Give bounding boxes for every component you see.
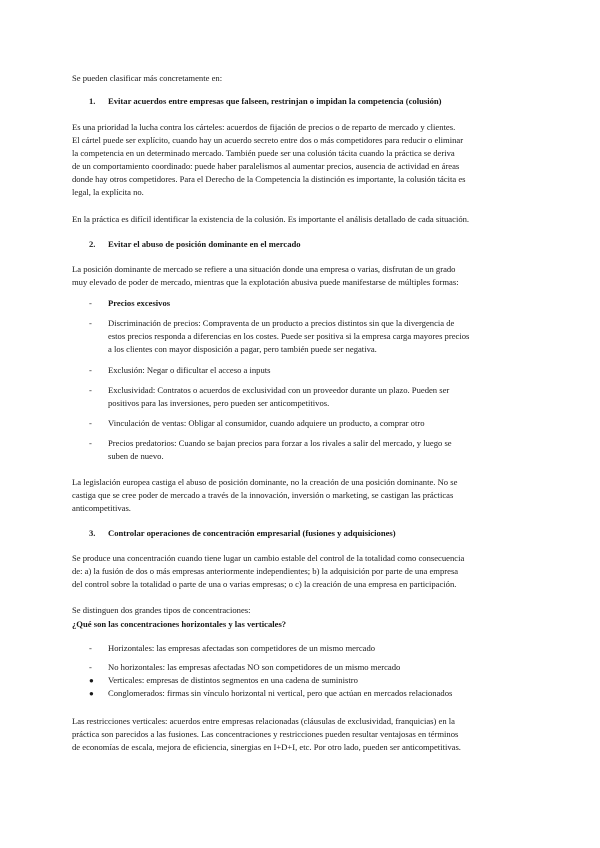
- list-item: Discriminación de precios: Compraventa de un producto a precios distintos sin que la divergencia de: [108, 318, 455, 328]
- s3-p1-line: Se produce una concentración cuando tiene lugar un cambio estable del control de la totalidad como consecuencia: [72, 553, 465, 563]
- list-item-cont: suben de nuevo.: [108, 451, 164, 461]
- list-item-cont: a los clientes con mayor disposición a pagar, pero también puede ser negativa.: [108, 344, 377, 354]
- s3-p3-line: práctica son parecidos a las fusiones. Las concentraciones y restricciones pueden resultar ventajosas en términos: [72, 729, 459, 739]
- list-item-cont: estos precios responda a diferencias en los costes. Puede ser positiva si la empresa carga mayores precios: [108, 331, 470, 341]
- list-item: No horizontales: las empresas afectadas NO son competidores de un mismo mercado: [108, 662, 401, 672]
- s3-p3-line: de economías de escala, mejora de eficiencia, sinergias en I+D+I, etc. Por otro lado, pueden ser anticompetitivas.: [72, 742, 461, 752]
- s3-p1-line: de: a) la fusión de dos o más empresas anteriormente independientes; b) la adquisición por parte de una empresa: [72, 566, 459, 576]
- section-1-number: 1.: [89, 96, 96, 106]
- list-item: Conglomerados: firmas sin vínculo horizontal ni vertical, pero que actúan en mercados relacionados: [108, 688, 453, 698]
- section-1-title: Evitar acuerdos entre empresas que falseen, restrinjan o impidan la competencia (colusión): [108, 96, 442, 106]
- s3-p2: Se distinguen dos grandes tipos de concentraciones:: [72, 605, 251, 615]
- s3-p1-line: del control sobre la totalidad o parte de una o varias empresas; o c) la creación de una empresa en participación.: [72, 579, 457, 589]
- dash-bullet-icon: -: [89, 418, 92, 428]
- section-2-title: Evitar el abuso de posición dominante en el mercado: [108, 239, 301, 249]
- dash-bullet-icon: -: [89, 365, 92, 375]
- list-item: Vinculación de ventas: Obligar al consumidor, cuando adquiere un producto, a comprar otro: [108, 418, 425, 428]
- dash-bullet-icon: -: [89, 318, 92, 328]
- section-3-title: Controlar operaciones de concentración empresarial (fusiones y adquisiciones): [108, 528, 396, 538]
- s1-p1-line: legal, la explícita no.: [72, 187, 144, 197]
- list-item: Exclusividad: Contratos o acuerdos de exclusividad con un proveedor durante un plazo. Pueden ser: [108, 385, 450, 395]
- s1-p1-line: la competencia en un determinado mercado. También puede ser una colusión tácita cuando la práctica se deriva: [72, 148, 455, 158]
- s2-p2-line: anticompetitivas.: [72, 503, 131, 513]
- dash-bullet-icon: -: [89, 643, 92, 653]
- list-item: Exclusión: Negar o dificultar el acceso a inputs: [108, 365, 271, 375]
- dot-bullet-icon: ●: [89, 689, 94, 698]
- dash-bullet-icon: -: [89, 438, 92, 448]
- list-item: Precios excesivos: [108, 298, 171, 308]
- list-item: Horizontales: las empresas afectadas son competidores de un mismo mercado: [108, 643, 376, 653]
- s1-p1-line: El cártel puede ser explícito, cuando hay un acuerdo secreto entre dos o más competidores para reducir o eliminar: [72, 135, 464, 145]
- s3-p3-line: Las restricciones verticales: acuerdos entre empresas relacionadas (cláusulas de exclusividad, franquicias) en la: [72, 716, 455, 726]
- section-2-number: 2.: [89, 239, 96, 249]
- list-item: Precios predatorios: Cuando se bajan precios para forzar a los rivales a salir del mercado, y luego se: [108, 438, 452, 448]
- dash-bullet-icon: -: [89, 298, 92, 308]
- s1-p1-line: donde hay otros competidores. Para el Derecho de la Competencia la distinción es importante, la colusión tácita es: [72, 174, 466, 184]
- s1-p2: En la práctica es difícil identificar la existencia de la colusión. Es importante el análisis detallado de cada situación.: [72, 214, 470, 224]
- s2-p2-line: castiga que se cree poder de mercado a través de la innovación, inversión o marketing, se castigan las prácticas: [72, 490, 454, 500]
- dash-bullet-icon: -: [89, 662, 92, 672]
- s2-p2-line: La legislación europea castiga el abuso de posición dominante, no la creación de una posición dominante. No se: [72, 477, 458, 487]
- list-item: Verticales: empresas de distintos segmentos en una cadena de suministro: [108, 675, 358, 685]
- section-3-number: 3.: [89, 528, 96, 538]
- s2-p1-line: muy elevado de poder de mercado, mientras que la explotación abusiva puede manifestarse de múltiples formas:: [72, 277, 459, 287]
- intro-paragraph: Se pueden clasificar más concretamente en:: [72, 73, 223, 83]
- s1-p1-line: de un comportamiento coordinado: puede haber paralelismos al aumentar precios, ausencia de actividad en áreas: [72, 161, 460, 171]
- list-item-cont: positivos para las inversiones, pero pueden ser anticompetitivos.: [108, 398, 330, 408]
- s1-p1-line: Es una prioridad la lucha contra los cárteles: acuerdos de fijación de precios o de reparto de mercado y clientes.: [72, 122, 456, 132]
- dash-bullet-icon: -: [89, 385, 92, 395]
- s3-question: ¿Qué son las concentraciones horizontales y las verticales?: [72, 619, 287, 629]
- s2-p1-line: La posición dominante de mercado se refiere a una situación donde una empresa o varias, disfrutan de un grado: [72, 264, 456, 274]
- dot-bullet-icon: ●: [89, 676, 94, 685]
